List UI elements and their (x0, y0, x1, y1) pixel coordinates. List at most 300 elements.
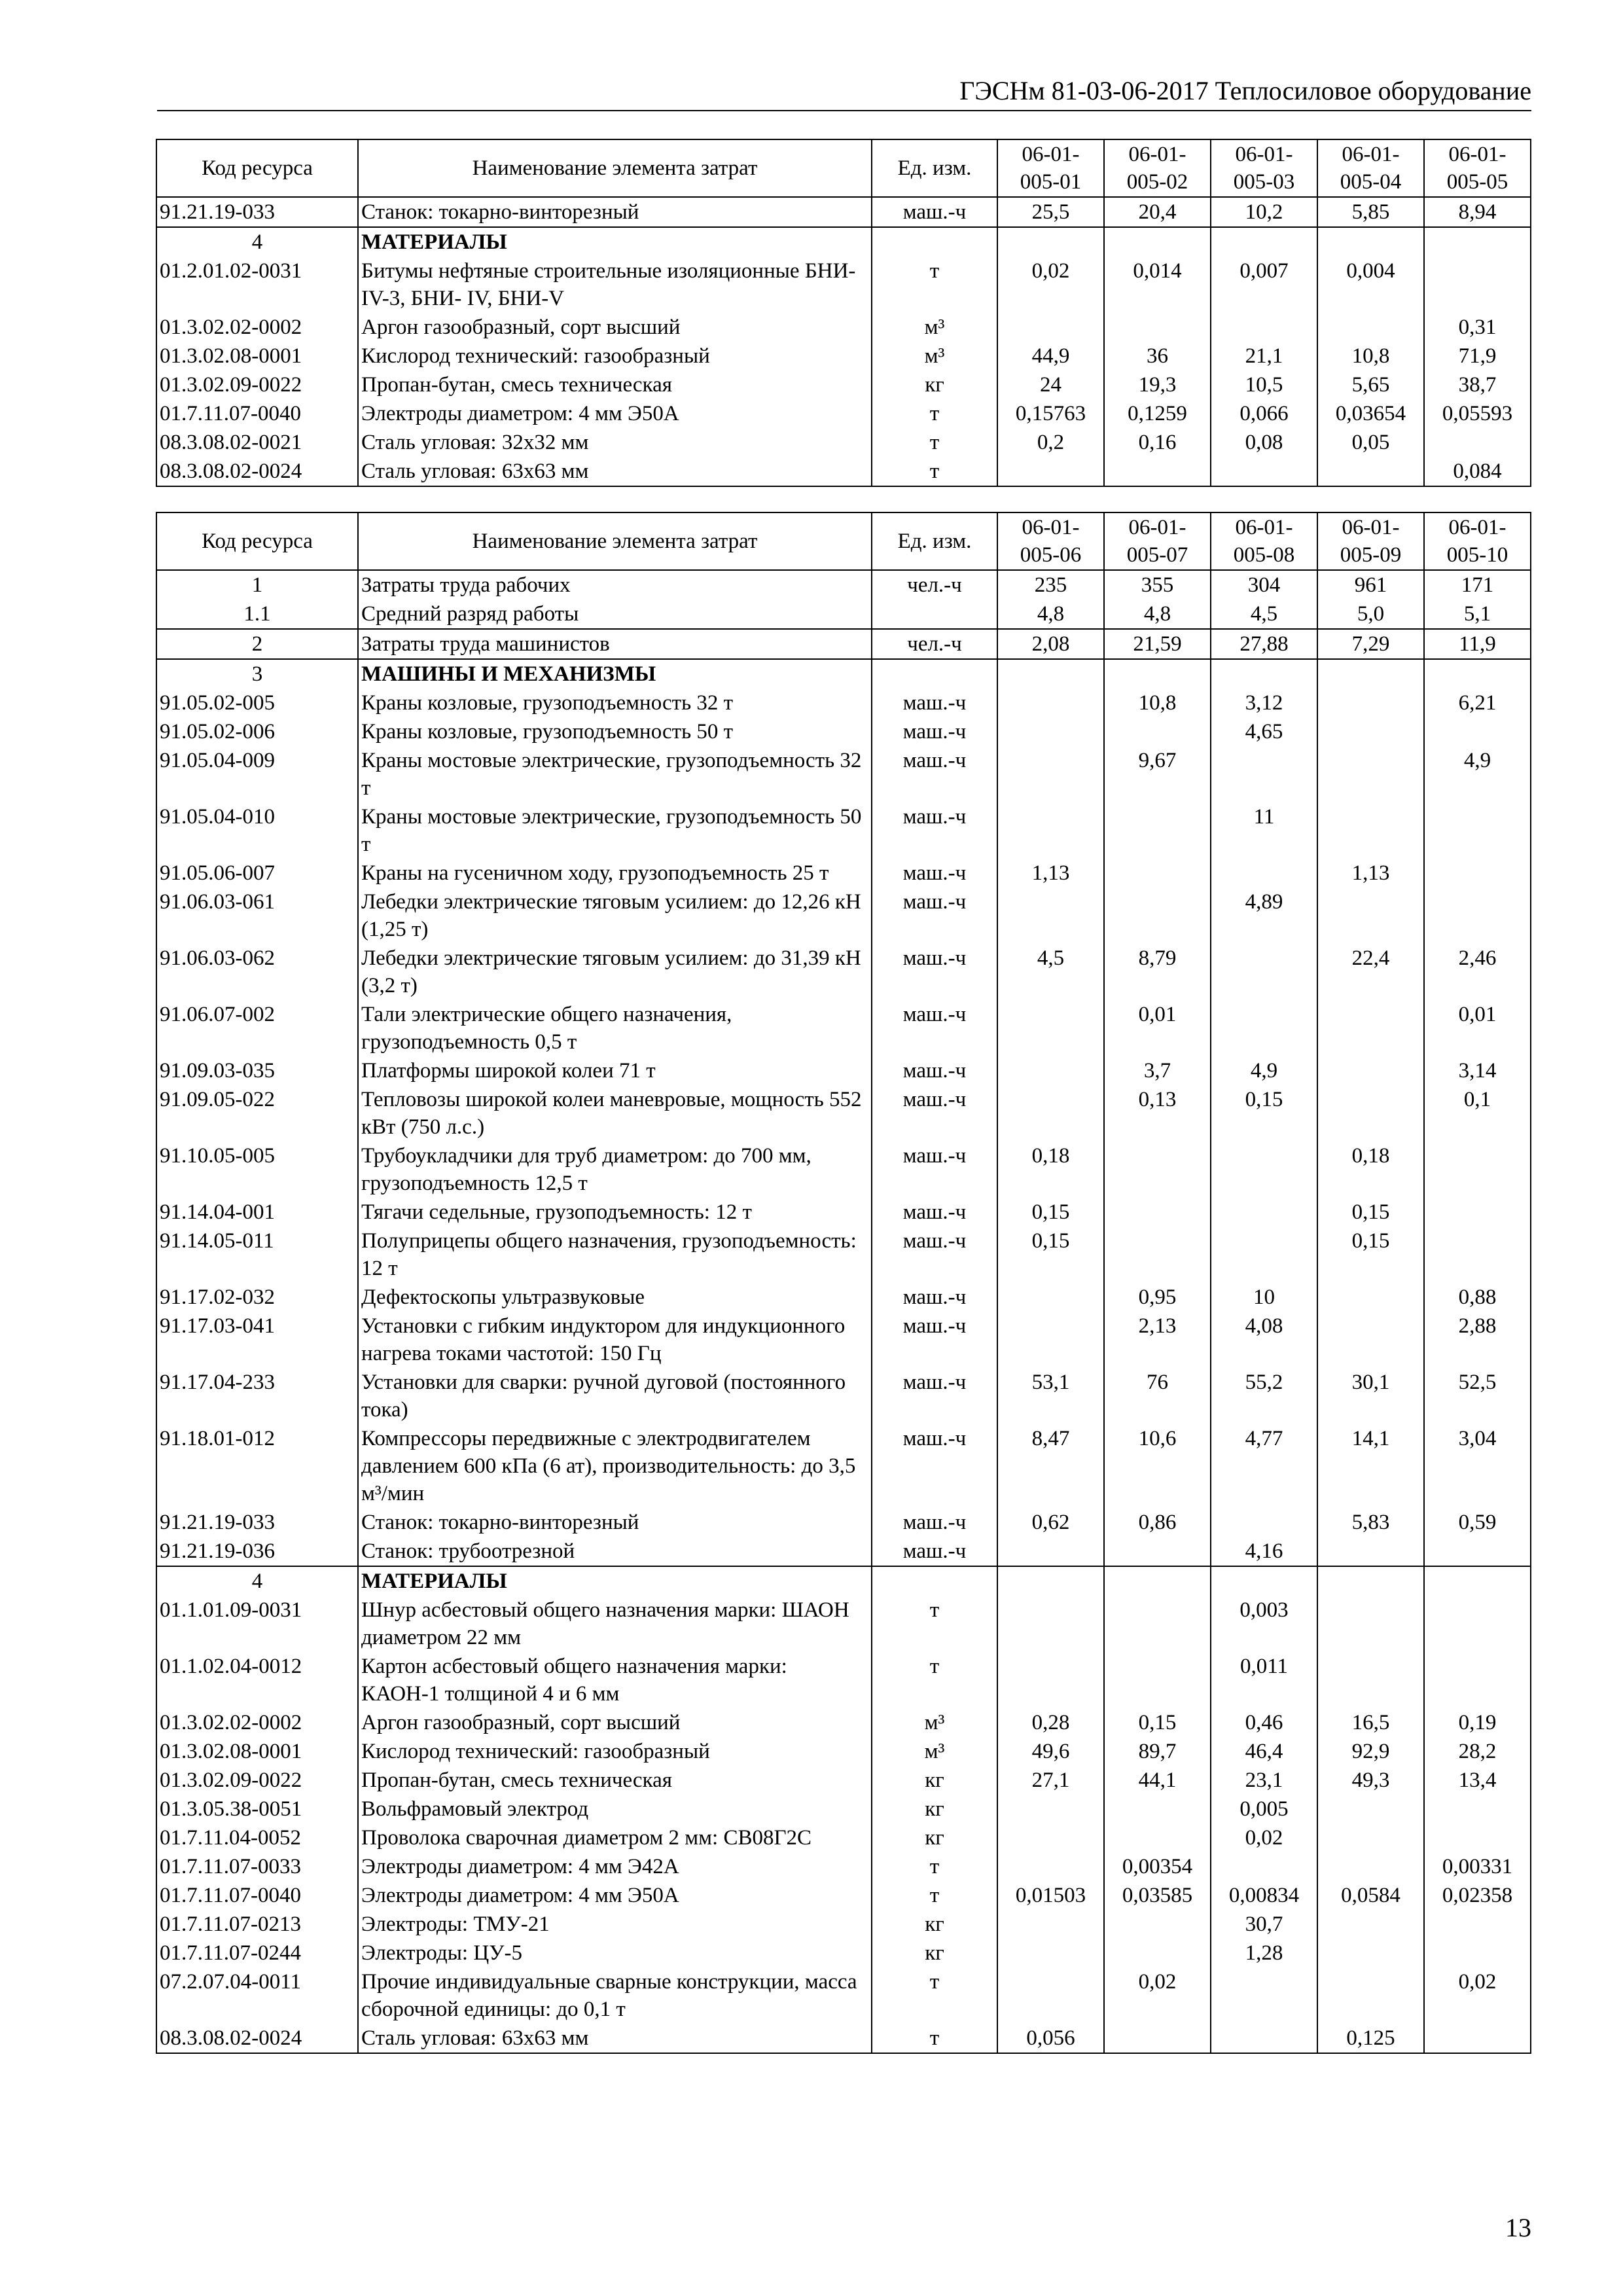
resource-name: Трубоукладчики для труб диаметром: до 700 мм, грузоподъемность 12,5 т (358, 1141, 872, 1198)
norm-value (1317, 717, 1424, 746)
table-row (156, 1967, 1531, 2024)
norm-value: 53,1 (997, 1368, 1104, 1424)
resource-unit: маш.-ч (872, 888, 997, 944)
norm-value: 5,65 (1317, 370, 1424, 399)
norm-value: 0,0584 (1317, 1881, 1424, 1910)
norm-value: 27,88 (1211, 629, 1317, 659)
resource-name: Кислород технический: газообразный (358, 1737, 872, 1766)
table-row (156, 689, 1531, 717)
resource-unit: маш.-ч (872, 746, 997, 802)
resource-code: 08.3.08.02-0024 (156, 2024, 358, 2053)
norm-value: 1,13 (1317, 859, 1424, 888)
table-row (156, 1424, 1531, 1508)
norm-value: 961 (1317, 570, 1424, 600)
resource-unit: т (872, 457, 997, 486)
norm-value (1211, 1141, 1317, 1198)
norm-value (1317, 1910, 1424, 1939)
norm-value (1211, 746, 1317, 802)
resource-code: 07.2.07.04-0011 (156, 1967, 358, 2024)
resource-unit: маш.-ч (872, 689, 997, 717)
norm-value (1104, 1910, 1211, 1939)
resource-unit: т (872, 1596, 997, 1652)
norm-value: 30,7 (1211, 1910, 1317, 1939)
norm-value: 0,15 (1317, 1198, 1424, 1227)
norm-value: 13,4 (1424, 1766, 1531, 1795)
resource-code: 01.2.01.02-0031 (156, 257, 358, 313)
norm-value: 4,5 (997, 944, 1104, 1000)
table-row (156, 1283, 1531, 1312)
table-row (156, 1141, 1531, 1198)
resource-name: Компрессоры передвижные с электродвигателем давлением 600 кПа (6 ат), производительность: до 3,5 м³/мин (358, 1424, 872, 1508)
norm-value (1317, 1823, 1424, 1852)
norm-value (1317, 1852, 1424, 1881)
resource-code: 91.21.19-033 (156, 1508, 358, 1537)
resource-unit: маш.-ч (872, 717, 997, 746)
resource-code: 1.1 (156, 600, 358, 629)
col-header-norm: 06-01- 005-02 (1104, 139, 1211, 197)
resource-name: Шнур асбестовый общего назначения марки: ШАОН диаметром 22 мм (358, 1596, 872, 1652)
norm-value (1104, 1596, 1211, 1652)
norm-value: 22,4 (1317, 944, 1424, 1000)
norm-value (1104, 802, 1211, 859)
norm-value: 49,6 (997, 1737, 1104, 1766)
resource-unit: т (872, 1881, 997, 1910)
norm-value (1317, 457, 1424, 486)
norm-value (997, 1795, 1104, 1823)
norm-value (1104, 1537, 1211, 1566)
norm-value (997, 1596, 1104, 1652)
norm-value: 0,86 (1104, 1508, 1211, 1537)
resource-code: 91.14.05-011 (156, 1227, 358, 1283)
norm-value: 4,08 (1211, 1312, 1317, 1368)
norm-value (1104, 859, 1211, 888)
resource-name: Электроды диаметром: 4 мм Э50А (358, 1881, 872, 1910)
resource-code: 91.06.03-061 (156, 888, 358, 944)
resource-unit: маш.-ч (872, 1141, 997, 1198)
norm-value: 10,5 (1211, 370, 1317, 399)
norm-value (1211, 659, 1317, 689)
resource-name: Вольфрамовый электрод (358, 1795, 872, 1823)
norm-value: 0,00834 (1211, 1881, 1317, 1910)
resource-unit (872, 227, 997, 257)
norm-value (1424, 1141, 1531, 1198)
norm-value (1317, 1000, 1424, 1056)
table-row (156, 859, 1531, 888)
norm-value (1317, 1596, 1424, 1652)
norm-value: 5,85 (1317, 197, 1424, 227)
resource-unit (872, 1566, 997, 1596)
norm-value: 27,1 (997, 1766, 1104, 1795)
table-row (156, 1056, 1531, 1085)
norm-value: 10 (1211, 1283, 1317, 1312)
resource-name: Битумы нефтяные строительные изоляционные БНИ-IV-3, БНИ- IV, БНИ-V (358, 257, 872, 313)
norm-value: 0,95 (1104, 1283, 1211, 1312)
col-header-code: Код ресурса (156, 512, 358, 570)
norm-value: 92,9 (1317, 1737, 1424, 1766)
resource-code: 01.3.02.09-0022 (156, 370, 358, 399)
resource-name: Платформы широкой колеи 71 т (358, 1056, 872, 1085)
norm-value: 0,05593 (1424, 399, 1531, 428)
norm-value (997, 1939, 1104, 1967)
norm-value: 0,18 (997, 1141, 1104, 1198)
norm-value: 0,62 (997, 1508, 1104, 1537)
norm-value: 0,02358 (1424, 1881, 1531, 1910)
table-row (156, 717, 1531, 746)
resource-unit (872, 659, 997, 689)
norm-value: 44,9 (997, 342, 1104, 370)
norm-value: 0,15763 (997, 399, 1104, 428)
norm-value: 5,1 (1424, 600, 1531, 629)
col-header-norm: 06-01- 005-07 (1104, 512, 1211, 570)
norm-value: 1,13 (997, 859, 1104, 888)
norm-value: 5,83 (1317, 1508, 1424, 1537)
norm-value: 0,02 (1211, 1823, 1317, 1852)
norm-value (1317, 1283, 1424, 1312)
resource-code: 01.3.02.08-0001 (156, 1737, 358, 1766)
norm-value: 0,066 (1211, 399, 1317, 428)
norm-value (1317, 1967, 1424, 2024)
resource-table-2 (156, 512, 1531, 2054)
resource-name: Дефектоскопы ультразвуковые (358, 1283, 872, 1312)
resource-unit: м³ (872, 313, 997, 342)
table-row (156, 1852, 1531, 1881)
norm-value: 2,13 (1104, 1312, 1211, 1368)
col-header-name: Наименование элемента затрат (358, 512, 872, 570)
table-row (156, 457, 1531, 486)
table-row (156, 1227, 1531, 1283)
norm-value: 4,9 (1424, 746, 1531, 802)
norm-value: 49,3 (1317, 1766, 1424, 1795)
table-row (156, 1537, 1531, 1566)
resource-code: 01.3.02.08-0001 (156, 342, 358, 370)
norm-value: 0,084 (1424, 457, 1531, 486)
col-header-norm: 06-01- 005-09 (1317, 512, 1424, 570)
norm-value (997, 227, 1104, 257)
table-row (156, 1652, 1531, 1708)
norm-value: 36 (1104, 342, 1211, 370)
col-header-code: Код ресурса (156, 139, 358, 197)
norm-value: 304 (1211, 570, 1317, 600)
norm-value (1424, 1566, 1531, 1596)
norm-value: 4,9 (1211, 1056, 1317, 1085)
resource-unit: маш.-ч (872, 859, 997, 888)
norm-value: 1,28 (1211, 1939, 1317, 1967)
norm-value: 10,8 (1104, 689, 1211, 717)
norm-value: 0,16 (1104, 428, 1211, 457)
resource-unit: м³ (872, 1737, 997, 1766)
norm-value: 0,15 (1104, 1708, 1211, 1737)
table-row (156, 1881, 1531, 1910)
resource-unit (872, 600, 997, 629)
norm-value (997, 1823, 1104, 1852)
resource-code: 01.1.02.04-0012 (156, 1652, 358, 1708)
norm-value (1317, 689, 1424, 717)
col-header-name: Наименование элемента затрат (358, 139, 872, 197)
norm-value (997, 1000, 1104, 1056)
norm-value: 10,6 (1104, 1424, 1211, 1508)
resource-code: 01.1.01.09-0031 (156, 1596, 358, 1652)
resource-unit: маш.-ч (872, 1312, 997, 1368)
norm-value: 4,8 (1104, 600, 1211, 629)
norm-value (1211, 859, 1317, 888)
resource-table-1 (156, 139, 1531, 487)
resource-code: 01.3.02.02-0002 (156, 313, 358, 342)
resource-name: Краны козловые, грузоподъемность 50 т (358, 717, 872, 746)
table-row (156, 1368, 1531, 1424)
resource-unit: т (872, 399, 997, 428)
resource-code: 91.18.01-012 (156, 1424, 358, 1508)
table-row (156, 802, 1531, 859)
norm-value (1211, 1508, 1317, 1537)
norm-value: 0,13 (1104, 1085, 1211, 1141)
norm-value: 0,15 (1317, 1227, 1424, 1283)
resource-code: 91.21.19-036 (156, 1537, 358, 1566)
section-title: МАТЕРИАЛЫ (358, 227, 872, 257)
resource-name: Электроды диаметром: 4 мм Э50А (358, 399, 872, 428)
table-row (156, 1823, 1531, 1852)
norm-value: 0,01 (1104, 1000, 1211, 1056)
norm-value (997, 1910, 1104, 1939)
norm-value (997, 457, 1104, 486)
resource-unit: м³ (872, 1708, 997, 1737)
norm-value (997, 659, 1104, 689)
resource-name: Установки с гибким индуктором для индукционного нагрева токами частотой: 150 Гц (358, 1312, 872, 1368)
resource-code: 4 (156, 227, 358, 257)
norm-value: 0,18 (1317, 1141, 1424, 1198)
norm-value: 0,01503 (997, 1881, 1104, 1910)
norm-value (1424, 1596, 1531, 1652)
col-header-norm: 06-01- 005-06 (997, 512, 1104, 570)
resource-code: 2 (156, 629, 358, 659)
norm-value: 8,47 (997, 1424, 1104, 1508)
norm-value: 4,77 (1211, 1424, 1317, 1508)
resource-name: Затраты труда рабочих (358, 570, 872, 600)
resource-unit: кг (872, 1795, 997, 1823)
norm-value (997, 689, 1104, 717)
norm-value: 14,1 (1317, 1424, 1424, 1508)
table-row (156, 1198, 1531, 1227)
resource-code: 91.06.07-002 (156, 1000, 358, 1056)
section-title: МАШИНЫ И МЕХАНИЗМЫ (358, 659, 872, 689)
resource-unit: кг (872, 370, 997, 399)
norm-value (1424, 1939, 1531, 1967)
section-row (156, 1566, 1531, 1596)
table-row (156, 257, 1531, 313)
norm-value: 0,011 (1211, 1652, 1317, 1708)
table-row (156, 746, 1531, 802)
table-row (156, 342, 1531, 370)
table-row (156, 1910, 1531, 1939)
resource-name: Станок: токарно-винторезный (358, 197, 872, 227)
resource-name: Прочие индивидуальные сварные конструкции, масса сборочной единицы: до 0,1 т (358, 1967, 872, 2024)
table-row (156, 1312, 1531, 1368)
col-header-norm: 06-01- 005-08 (1211, 512, 1317, 570)
table-row (156, 1939, 1531, 1967)
norm-value: 21,59 (1104, 629, 1211, 659)
norm-value (1317, 659, 1424, 689)
norm-value (1104, 1141, 1211, 1198)
resource-code: 91.05.06-007 (156, 859, 358, 888)
norm-value: 24 (997, 370, 1104, 399)
norm-value (997, 802, 1104, 859)
norm-value: 0,15 (997, 1227, 1104, 1283)
norm-value: 20,4 (1104, 197, 1211, 227)
resource-name: Краны козловые, грузоподъемность 32 т (358, 689, 872, 717)
resource-unit: т (872, 257, 997, 313)
table-row (156, 2024, 1531, 2053)
resource-unit: т (872, 1852, 997, 1881)
norm-value (997, 1283, 1104, 1312)
norm-value (1317, 1312, 1424, 1368)
resource-code: 91.17.04-233 (156, 1368, 358, 1424)
norm-value (1424, 257, 1531, 313)
resource-unit: маш.-ч (872, 1283, 997, 1312)
resource-name: Установки для сварки: ручной дуговой (постоянного тока) (358, 1368, 872, 1424)
norm-value: 16,5 (1317, 1708, 1424, 1737)
norm-value (1211, 1852, 1317, 1881)
resource-name: Станок: токарно-винторезный (358, 1508, 872, 1537)
norm-value: 89,7 (1104, 1737, 1211, 1766)
resource-name: Затраты труда машинистов (358, 629, 872, 659)
norm-value: 0,08 (1211, 428, 1317, 457)
norm-value (1211, 1198, 1317, 1227)
resource-code: 91.10.05-005 (156, 1141, 358, 1198)
norm-value: 0,1 (1424, 1085, 1531, 1141)
norm-value: 0,01 (1424, 1000, 1531, 1056)
resource-code: 01.3.02.09-0022 (156, 1766, 358, 1795)
table-body (156, 570, 1531, 2053)
resource-code: 91.21.19-033 (156, 197, 358, 227)
norm-value (1104, 1566, 1211, 1596)
norm-value (997, 313, 1104, 342)
resource-unit: чел.-ч (872, 629, 997, 659)
table-row (156, 629, 1531, 659)
norm-value: 8,94 (1424, 197, 1531, 227)
norm-value (1104, 2024, 1211, 2053)
table-row (156, 600, 1531, 629)
norm-value: 3,14 (1424, 1056, 1531, 1085)
resource-unit: маш.-ч (872, 944, 997, 1000)
norm-value: 0,02 (1104, 1967, 1211, 2024)
resource-name: Сталь угловая: 32х32 мм (358, 428, 872, 457)
resource-name: Проволока сварочная диаметром 2 мм: СВ08Г2С (358, 1823, 872, 1852)
norm-value: 76 (1104, 1368, 1211, 1424)
resource-unit: маш.-ч (872, 1368, 997, 1424)
resource-name: Краны мостовые электрические, грузоподъемность 50 т (358, 802, 872, 859)
norm-value (1424, 1823, 1531, 1852)
norm-value: 0,014 (1104, 257, 1211, 313)
resource-name: Лебедки электрические тяговым усилием: до 31,39 кН (3,2 т) (358, 944, 872, 1000)
norm-value: 25,5 (997, 197, 1104, 227)
table-row (156, 1708, 1531, 1737)
resource-code: 01.7.11.07-0040 (156, 1881, 358, 1910)
resource-unit: маш.-ч (872, 1198, 997, 1227)
resource-code: 91.05.02-005 (156, 689, 358, 717)
resource-code: 08.3.08.02-0024 (156, 457, 358, 486)
norm-value (1317, 1939, 1424, 1967)
norm-value (997, 1085, 1104, 1141)
resource-name: Электроды: ЦУ-5 (358, 1939, 872, 1967)
col-header-norm: 06-01- 005-05 (1424, 139, 1531, 197)
norm-value (1211, 1566, 1317, 1596)
resource-name: Краны на гусеничном ходу, грузоподъемность 25 т (358, 859, 872, 888)
norm-value (997, 1566, 1104, 1596)
norm-value (1424, 1198, 1531, 1227)
resource-name: Полуприцепы общего назначения, грузоподъемность: 12 т (358, 1227, 872, 1283)
norm-value (1104, 313, 1211, 342)
resource-unit: маш.-ч (872, 197, 997, 227)
resource-code: 01.3.02.02-0002 (156, 1708, 358, 1737)
norm-value: 44,1 (1104, 1766, 1211, 1795)
resource-name: Тягачи седельные, грузоподъемность: 12 т (358, 1198, 872, 1227)
resource-code: 08.3.08.02-0021 (156, 428, 358, 457)
norm-value: 55,2 (1211, 1368, 1317, 1424)
norm-value (1317, 746, 1424, 802)
resource-unit: кг (872, 1766, 997, 1795)
resource-code: 4 (156, 1566, 358, 1596)
norm-value: 0,003 (1211, 1596, 1317, 1652)
resource-unit: маш.-ч (872, 1537, 997, 1566)
resource-unit: маш.-ч (872, 1227, 997, 1283)
table-row (156, 1596, 1531, 1652)
resource-code: 01.7.11.07-0213 (156, 1910, 358, 1939)
norm-value: 0,02 (997, 257, 1104, 313)
norm-value: 0,00354 (1104, 1852, 1211, 1881)
resource-code: 91.09.05-022 (156, 1085, 358, 1141)
norm-value (997, 717, 1104, 746)
norm-value (1424, 717, 1531, 746)
norm-value: 0,15 (1211, 1085, 1317, 1141)
resource-unit: кг (872, 1939, 997, 1967)
col-header-norm: 06-01- 005-01 (997, 139, 1104, 197)
col-header-unit: Ед. изм. (872, 512, 997, 570)
resource-unit: маш.-ч (872, 1056, 997, 1085)
norm-value (1211, 2024, 1317, 2053)
norm-value: 2,08 (997, 629, 1104, 659)
resource-unit: кг (872, 1910, 997, 1939)
norm-value: 2,46 (1424, 944, 1531, 1000)
col-header-norm: 06-01- 005-04 (1317, 139, 1424, 197)
document-title: ГЭСНм 81-03-06-2017 Теплосиловое оборудование (959, 76, 1531, 105)
resource-unit: т (872, 428, 997, 457)
resource-unit: кг (872, 1823, 997, 1852)
norm-value (1211, 457, 1317, 486)
norm-value: 46,4 (1211, 1737, 1317, 1766)
norm-value (1104, 1823, 1211, 1852)
resource-name: Аргон газообразный, сорт высший (358, 313, 872, 342)
resource-name: Пропан-бутан, смесь техническая (358, 1766, 872, 1795)
resource-name: Электроды: ТМУ-21 (358, 1910, 872, 1939)
norm-value: 0,19 (1424, 1708, 1531, 1737)
norm-value: 0,02 (1424, 1967, 1531, 2024)
resource-unit: маш.-ч (872, 1508, 997, 1537)
table-body (156, 197, 1531, 486)
norm-value (1424, 888, 1531, 944)
norm-value: 0,007 (1211, 257, 1317, 313)
table-row (156, 197, 1531, 227)
resource-code: 91.05.04-010 (156, 802, 358, 859)
norm-value (1211, 1967, 1317, 2024)
norm-value: 38,7 (1424, 370, 1531, 399)
col-header-norm: 06-01- 005-03 (1211, 139, 1317, 197)
norm-value (997, 1652, 1104, 1708)
resource-code: 91.14.04-001 (156, 1198, 358, 1227)
norm-value: 0,59 (1424, 1508, 1531, 1537)
norm-value (1317, 1652, 1424, 1708)
norm-value (1317, 313, 1424, 342)
norm-value: 0,00331 (1424, 1852, 1531, 1881)
table-row (156, 1737, 1531, 1766)
